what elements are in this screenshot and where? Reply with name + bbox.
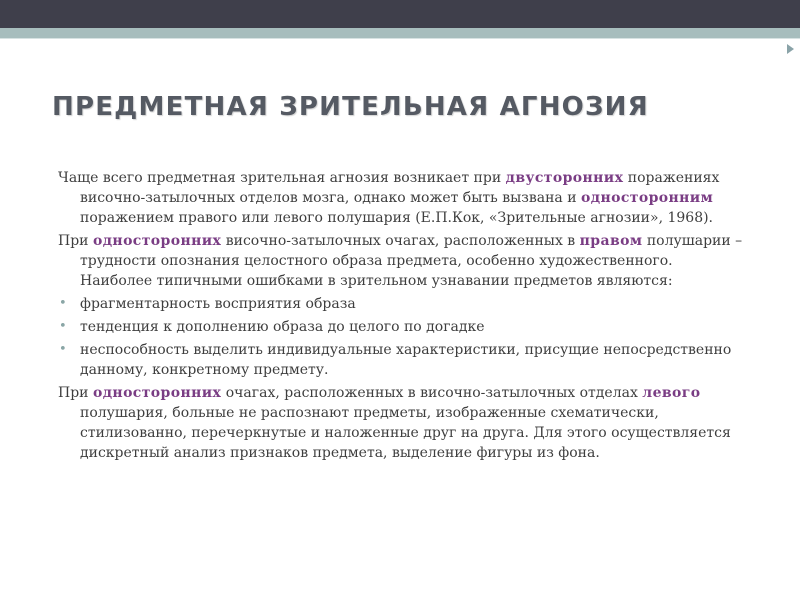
- paragraph-text: поражениях височно-затылочных отделов мозга, однако может быть вызвана и: [80, 170, 720, 206]
- paragraph-text: Чаще всего предметная зрительная агнозия возникает при: [58, 170, 506, 186]
- divider-line: [0, 38, 800, 39]
- highlight-term: односторонним: [581, 190, 714, 206]
- paragraph-3: [58, 383, 748, 463]
- bullet-item: [58, 340, 748, 380]
- paragraph-text: височно-затылочных очагах, расположенных в: [221, 233, 580, 249]
- paragraph-2: [58, 231, 748, 291]
- paragraph-text: поражением правого или левого полушария (Е.П.Кок, «Зрительные агнозии», 1968).: [80, 210, 714, 226]
- bullet-text: неспособность выделить индивидуальные характеристики, присущие непосредственно данному, конкретному предмету.: [80, 342, 732, 378]
- accent-band: [0, 28, 800, 38]
- paragraph-1: [58, 168, 748, 228]
- slide-body: [58, 168, 748, 466]
- highlight-term: двусторонних: [505, 170, 624, 186]
- paragraph-text: полушарии – трудности опознания целостного образа предмета, особенно художественного. Наиболее типичными ошибками в зрительном узнавании предметов являются:: [80, 233, 743, 289]
- bullet-text: тенденция к дополнению образа до целого по догадке: [80, 319, 485, 335]
- paragraph-text: При: [58, 385, 93, 401]
- bullet-item: [58, 294, 748, 314]
- highlight-term: левого: [642, 385, 701, 401]
- paragraph-text: полушария, больные не распознают предметы, изображенные схематически, стилизованно, перечеркнутые и наложенные друг на друга. Для этого осуществляется дискретный анализ признаков предмета, выделение фигуры из фона.: [80, 405, 731, 461]
- bullet-icon: •: [59, 296, 67, 311]
- paragraph-text: очагах, расположенных в височно-затылочных отделах: [221, 385, 643, 401]
- slide-title: ПРЕДМЕТНАЯ ЗРИТЕЛЬНАЯ АГНОЗИЯ: [52, 92, 649, 122]
- bullet-icon: •: [59, 319, 67, 334]
- top-bar: [0, 0, 800, 28]
- bullet-icon: •: [59, 342, 67, 357]
- highlight-term: односторонних: [92, 233, 222, 249]
- bullet-text: фрагментарность восприятия образа: [80, 296, 356, 312]
- arrow-right-icon: [787, 44, 794, 54]
- highlight-term: односторонних: [92, 385, 222, 401]
- highlight-term: правом: [579, 233, 643, 249]
- bullet-item: [58, 317, 748, 337]
- paragraph-text: При: [58, 233, 93, 249]
